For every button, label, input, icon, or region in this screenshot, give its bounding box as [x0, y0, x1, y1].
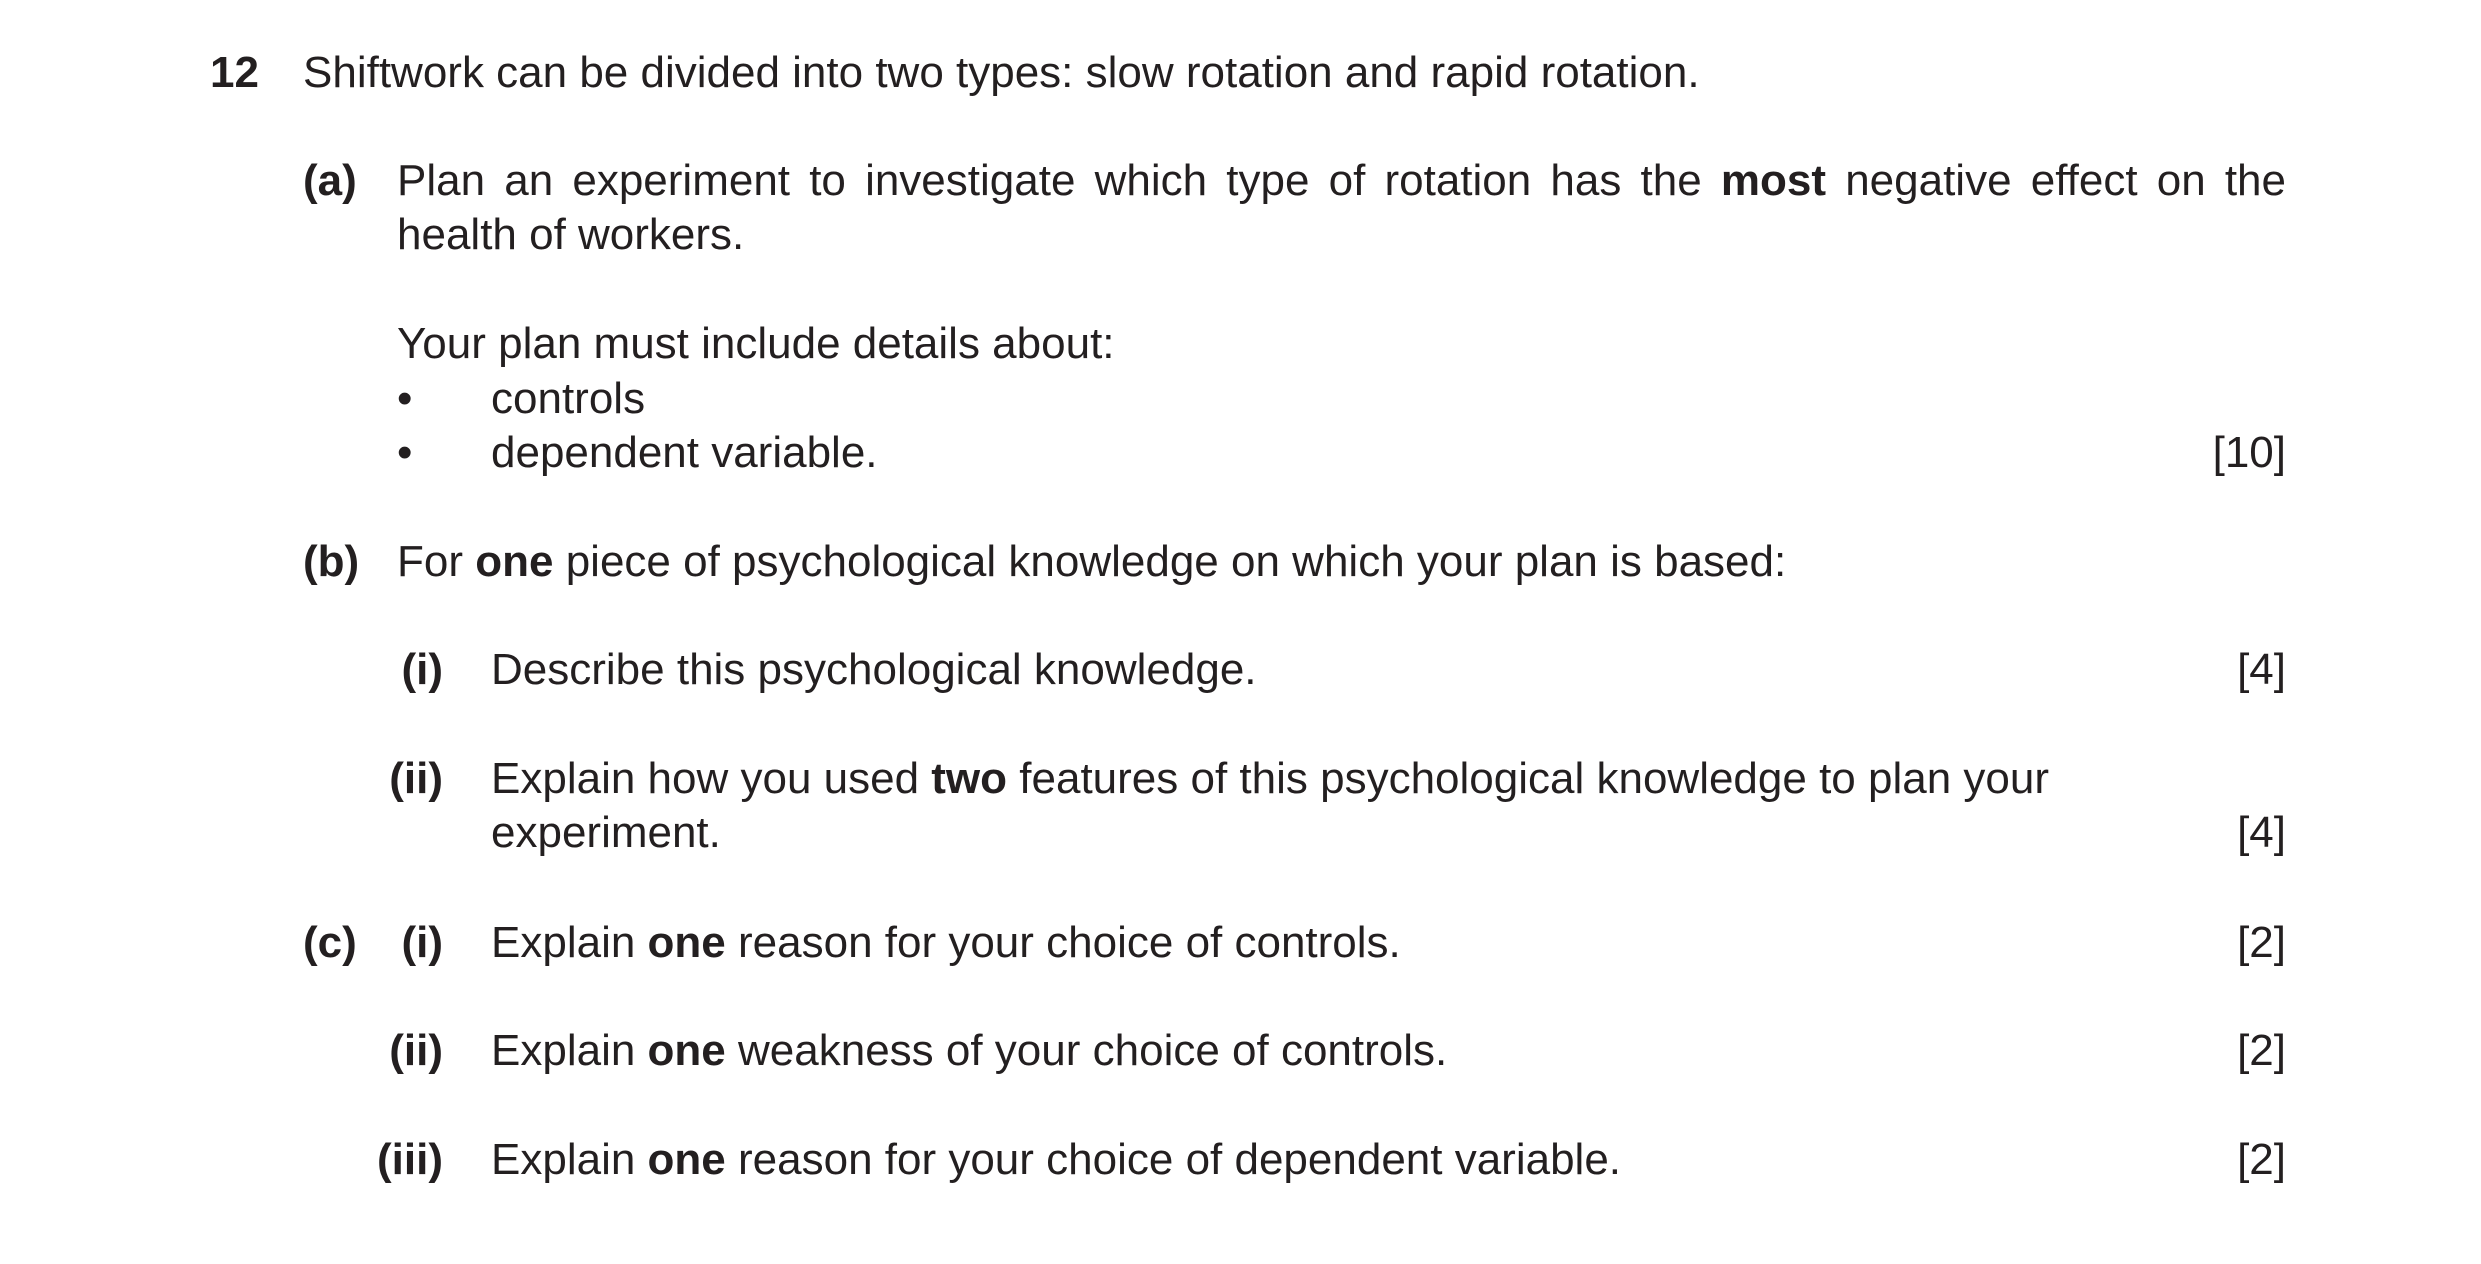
part-b-ii-label: (ii)	[389, 754, 443, 803]
part-c-i-text-pre: Explain	[491, 918, 648, 967]
part-a-label: (a)	[303, 156, 357, 205]
part-b-ii-text-post: features of this psychological knowledge to plan your	[1007, 754, 2049, 803]
part-c-ii-label: (ii)	[389, 1026, 443, 1075]
part-a-marks: [10]	[2212, 428, 2286, 477]
part-c-i-marks: [2]	[2237, 918, 2286, 967]
part-c-iii-text-pre: Explain	[491, 1135, 648, 1184]
part-b-i-marks: [4]	[2237, 645, 2286, 694]
part-a-emphasis: most	[1720, 156, 1827, 205]
part-a-text	[397, 154, 2286, 262]
part-b-intro	[397, 535, 1786, 589]
part-b-ii-text-line1	[491, 752, 2286, 806]
question-stem: Shiftwork can be divided into two types: slow rotation and rapid rotation.	[303, 48, 1700, 97]
bullet-icon: •	[397, 374, 413, 423]
part-b-ii-emphasis: two	[931, 754, 1008, 803]
part-c-ii-marks: [2]	[2237, 1026, 2286, 1075]
part-b-ii-text-pre: Explain how you used	[491, 754, 932, 803]
part-b-ii-text-line2: experiment.	[491, 808, 721, 857]
part-c-ii-text-pre: Explain	[491, 1026, 648, 1075]
part-c-ii-text-post: weakness of your choice of controls.	[725, 1026, 1448, 1075]
part-c-i-label: (i)	[401, 918, 443, 967]
part-a-text-post: negative effect on the health of workers.	[397, 156, 2287, 259]
part-b-i-label: (i)	[401, 645, 443, 694]
part-b-emphasis: one	[475, 537, 554, 586]
bullet-icon: •	[397, 428, 413, 477]
part-a-bullet-dependent-variable: dependent variable.	[491, 428, 878, 477]
part-c-i-text-post: reason for your choice of controls.	[725, 918, 1401, 967]
part-c-iii-marks: [2]	[2237, 1135, 2286, 1184]
part-c-iii-text-post: reason for your choice of dependent variable.	[725, 1135, 1622, 1184]
part-b-i-text: Describe this psychological knowledge.	[491, 645, 1257, 694]
part-c-ii-text	[491, 1024, 1447, 1078]
part-c-iii-label: (iii)	[377, 1135, 443, 1184]
part-a-text-pre: Plan an experiment to investigate which type of rotation has the	[397, 156, 1721, 205]
part-a-include-intro: Your plan must include details about:	[397, 319, 1115, 368]
part-c-label: (c)	[303, 918, 357, 967]
part-b-intro-pre: For	[397, 537, 476, 586]
part-c-iii-text	[491, 1133, 1621, 1187]
part-c-i-text	[491, 916, 1401, 970]
part-b-label: (b)	[303, 537, 360, 586]
question-number: 12	[210, 48, 259, 97]
part-c-i-emphasis: one	[647, 918, 726, 967]
part-b-intro-post: piece of psychological knowledge on which your plan is based:	[553, 537, 1787, 586]
part-a-bullet-controls: controls	[491, 374, 646, 423]
part-b-ii-marks: [4]	[2237, 808, 2286, 857]
part-c-ii-emphasis: one	[647, 1026, 726, 1075]
part-c-iii-emphasis: one	[647, 1135, 726, 1184]
